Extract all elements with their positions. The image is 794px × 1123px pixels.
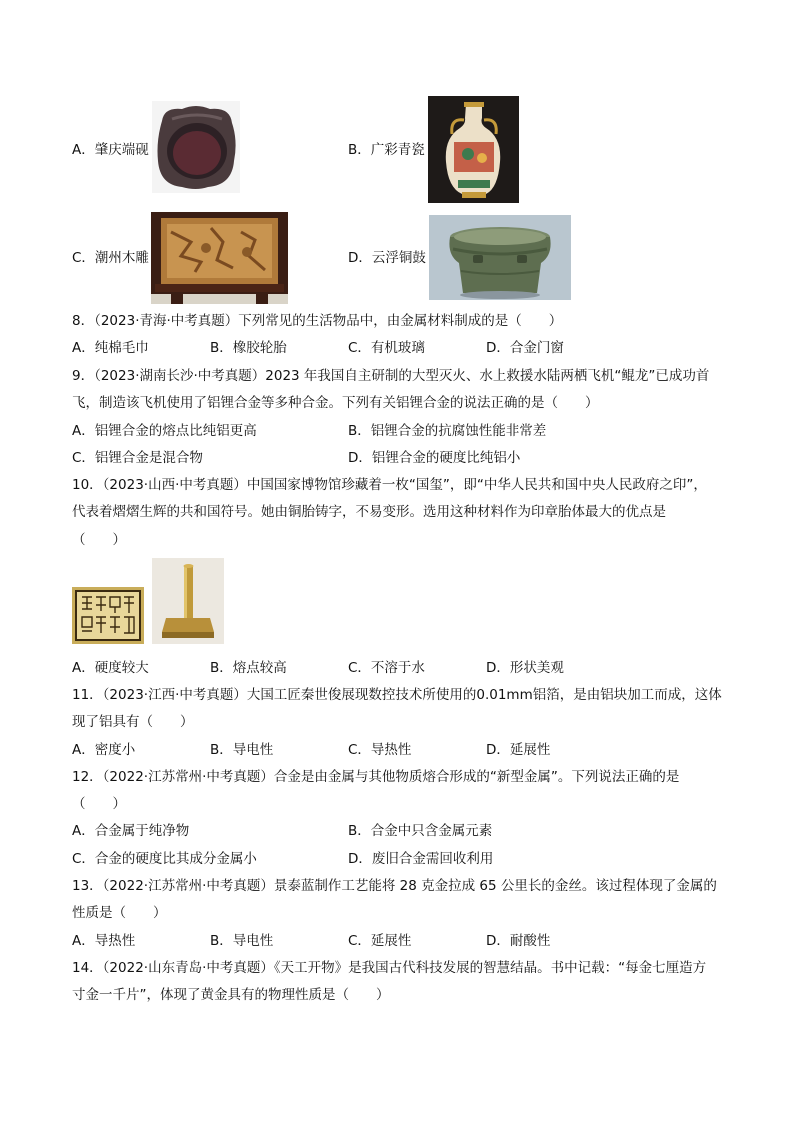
q10-option-a: A．硬度较大	[72, 660, 149, 676]
q12-option-c: C．合金的硬度比其成分金属小	[72, 851, 257, 867]
q7-option-b: B．广彩青瓷	[348, 142, 425, 158]
q7-option-d: D．云浮铜鼓	[348, 250, 426, 266]
q9-option-a: A．铝锂合金的熔点比纯铝更高	[72, 423, 257, 439]
bronze-seal-image	[152, 558, 224, 644]
q13-stem-line2: 性质是（ ）	[72, 905, 167, 921]
q14-stem-line2: 寸金一千片”，体现了黄金具有的物理性质是（ ）	[72, 987, 390, 1003]
q7-option-c: C．潮州木雕	[72, 250, 149, 266]
q8-option-c: C．有机玻璃	[348, 340, 425, 356]
q8-stem: 8．（2023·青海·中考真题）下列常见的生活物品中，由金属材料制成的是（ ）	[72, 313, 563, 329]
wood-carving-image	[151, 212, 288, 304]
q13-stem-line1: 13．（2022·江苏常州·中考真题）景泰蓝制作工艺能将 28 克金拉成 65 公里长的金丝。该过程体现了金属的	[72, 878, 717, 894]
q9-stem-line1: 9．（2023·湖南长沙·中考真题）2023 年我国自主研制的大型灭火、水上救援水陆两栖飞机“鲲龙”已成功首	[72, 368, 710, 384]
q10-option-c: C．不溶于水	[348, 660, 425, 676]
q11-option-a: A．密度小	[72, 742, 136, 758]
q10-option-b: B．熔点较高	[210, 660, 287, 676]
q14-stem-line1: 14．（2022·山东青岛·中考真题）《天工开物》是我国古代科技发展的智慧结晶。书中记载：“每金七厘造方	[72, 960, 707, 976]
q10-option-d: D．形状美观	[486, 660, 564, 676]
seal-imprint-image	[72, 587, 144, 644]
q7-option-a: A．肇庆端砚	[72, 142, 149, 158]
q13-option-c: C．延展性	[348, 933, 412, 949]
q11-stem-line2: 现了铝具有（ ）	[72, 714, 194, 730]
q8-option-b: B．橡胶轮胎	[210, 340, 287, 356]
q11-option-d: D．延展性	[486, 742, 551, 758]
q9-stem-line2: 飞，制造该飞机使用了铝锂合金等多种合金。下列有关铝锂合金的说法正确的是（ ）	[72, 395, 599, 411]
q12-option-a: A．合金属于纯净物	[72, 823, 190, 839]
q11-option-b: B．导电性	[210, 742, 274, 758]
q10-stem-line1: 10．（2023·山西·中考真题）中国国家博物馆珍藏着一枚“国玺”，即“中华人民共和国中央人民政府之印”，	[72, 477, 707, 493]
q13-option-d: D．耐酸性	[486, 933, 551, 949]
bronze-drum-image	[429, 215, 571, 300]
porcelain-vase-image	[428, 96, 519, 203]
q12-option-b: B．合金中只含金属元素	[348, 823, 493, 839]
q10-stem-line3: （ ）	[72, 532, 126, 548]
q12-option-d: D．废旧合金需回收利用	[348, 851, 494, 867]
q9-option-d: D．铝锂合金的硬度比纯铝小	[348, 450, 521, 466]
q8-option-a: A．纯棉毛巾	[72, 340, 149, 356]
q11-option-c: C．导热性	[348, 742, 412, 758]
q12-stem-line1: 12．（2022·江苏常州·中考真题）合金是由金属与其他物质熔合形成的“新型金属”。下列说法正确的是	[72, 769, 680, 785]
q9-option-b: B．铝锂合金的抗腐蚀性能非常差	[348, 423, 547, 439]
q8-option-d: D．合金门窗	[486, 340, 564, 356]
q13-option-b: B．导电性	[210, 933, 274, 949]
q13-option-a: A．导热性	[72, 933, 136, 949]
inkstone-image	[152, 101, 240, 193]
q10-stem-line2: 代表着熠熠生辉的共和国符号。她由铜胎铸字，不易变形。选用这种材料作为印章胎体最大的优点是	[72, 504, 666, 520]
q12-stem-line2: （ ）	[72, 796, 126, 812]
q11-stem-line1: 11．（2023·江西·中考真题）大国工匠秦世俊展现数控技术所使用的0.01mm铝箔，是由铝块加工而成，这体	[72, 687, 722, 703]
q9-option-c: C．铝锂合金是混合物	[72, 450, 203, 466]
